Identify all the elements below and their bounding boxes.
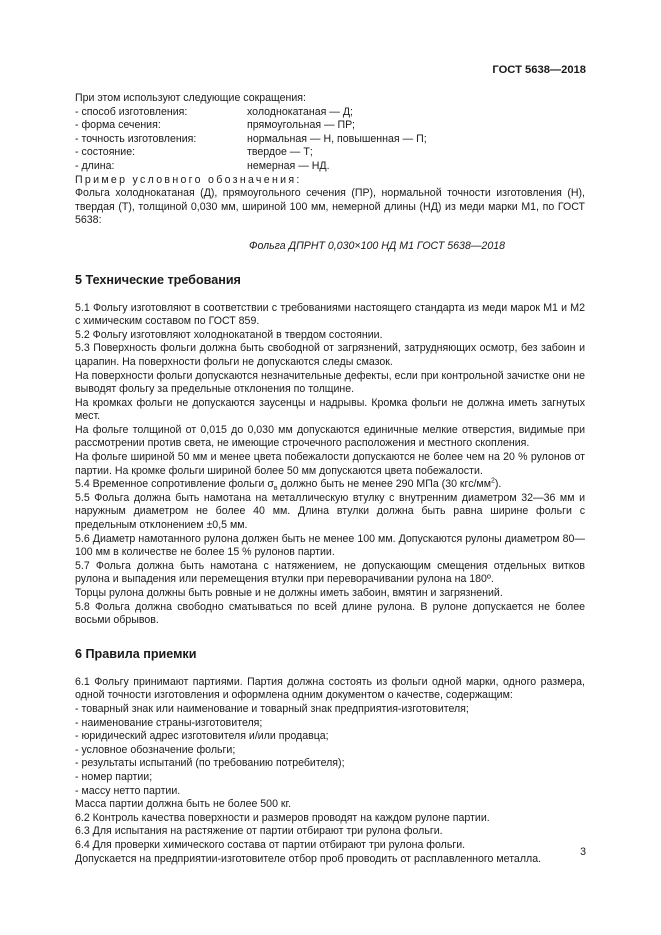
clause-5-4-text: 5.4 Временное сопротивление фольги σ — [75, 478, 274, 491]
section-6-body — [75, 676, 585, 866]
list-item: - условное обозначение фольги; — [75, 743, 236, 756]
abbrev-list — [75, 106, 585, 174]
document-code: ГОСТ 5638—2018 — [492, 64, 586, 76]
example-text: Фольга холоднокатаная (Д), прямоугольного сечения (ПР), нормальной точности изготовления (Н), твердая (Т), толщиной 0,030 мм, шириной 100 мм, немерной длины (НД) из меди марки М1, по ГОСТ 5638: — [75, 187, 585, 227]
clause-6-1: 6.1 Фольгу принимают партиями. Партия должна состоять из фольги одной марки, одного размера, одной точности изготовления и оформлена одним документом о качестве, содержащим: — [75, 675, 585, 702]
abbrev-value: нормальная — Н, повышенная — П; — [247, 132, 427, 145]
quality-document-list — [75, 703, 585, 798]
abbrev-term: - форма сечения: — [75, 119, 161, 132]
example-heading: Пример условного обозначения: — [75, 173, 302, 186]
clause-5-1: 5.1 Фольгу изготовляют в соответствии с требованиями настоящего стандарта из меди марок М1 и М2 с химическим составом по ГОСТ 859. — [75, 301, 585, 328]
clause-5-8: 5.8 Фольга должна свободно сматываться по всей длине рулона. В рулоне допускается не более восьми обрывов. — [75, 600, 585, 627]
abbrev-term: - точность изготовления: — [75, 132, 197, 145]
list-item: - товарный знак или наименование и товарный знак предприятия-изготовителя; — [75, 702, 469, 715]
example-designation: Фольга ДПРНТ 0,030×100 НД М1 ГОСТ 5638—2018 — [249, 239, 505, 252]
clause-5-2: 5.2 Фольгу изготовляют холоднокатаной в твердом состоянии. — [75, 328, 383, 341]
clause-6-2: 6.2 Контроль качества поверхности и размеров проводят на каждом рулоне партии. — [75, 811, 490, 824]
sigma-subscript: в — [273, 485, 278, 493]
clause-5-3-para: На фольге толщиной от 0,015 до 0,030 мм допускаются единичные мелкие отверстия, видимые при рассмотрении против света, не имеющие строчечного расположения и местного скопления. — [75, 423, 585, 450]
clause-5-3: 5.3 Поверхность фольги должна быть свободной от загрязнений, затрудняющих осмотр, без забоин и царапин. На поверхности фольги не допускаются следы смазок. — [75, 342, 585, 368]
abbrev-term: - длина: — [75, 159, 115, 172]
clause-5-3-para: На кромках фольги не допускаются заусенцы и надрывы. Кромка фольги не должна иметь загнутых мест. — [75, 396, 585, 423]
list-item: - номер партии; — [75, 770, 153, 783]
page-content — [75, 92, 585, 866]
section-6-title: 6 Правила приемки — [75, 646, 197, 661]
clause-5-3-para: На фольге шириной 50 мм и менее цвета побежалости допускаются не более чем на 20 % рулонов от партии. На кромке фольги шириной более 50 мм допускаются цвета побежалости. — [75, 451, 585, 477]
abbrev-row — [75, 133, 585, 147]
abbrev-row — [75, 146, 585, 160]
abbrev-value: холоднокатаная — Д; — [247, 105, 353, 118]
abbrev-value: прямоугольная — ПР; — [247, 119, 355, 132]
abbrev-row — [75, 119, 585, 133]
section-5-title: 5 Технические требования — [75, 272, 241, 287]
list-item: - юридический адрес изготовителя и/или продавца; — [75, 730, 329, 743]
clause-5-6: 5.6 Диаметр намотанного рулона должен быть не менее 100 мм. Допускаются рулоны диаметром 80—100 мм в количестве не более 15 % рулонов партии. — [75, 532, 585, 559]
abbrev-value: твердое — Т; — [247, 146, 313, 159]
section-5-body — [75, 302, 585, 628]
abbrev-term: - способ изготовления: — [75, 105, 188, 118]
clause-5-7: 5.7 Фольга должна быть намотана с натяжением, не допускающим смещения отдельных витков рулона и выпадения или перемещения втулки при переворачивании рулона на 180º. — [75, 559, 585, 586]
list-item: - результаты испытаний (по требованию потребителя); — [75, 757, 345, 770]
abbrev-row — [75, 106, 585, 120]
batch-mass: Масса партии должна быть не более 500 кг. — [75, 798, 292, 811]
abbrev-value: немерная — НД. — [247, 159, 330, 172]
clause-5-4-text: ). — [494, 478, 502, 491]
page-number: 3 — [580, 846, 586, 858]
clause-5-3-para: На поверхности фольги допускаются незначительные дефекты, если при контрольной зачистке они не выводят фольгу за предельные отклонения по толщине. — [75, 369, 585, 396]
list-item: - массу нетто партии. — [75, 784, 181, 797]
unit-superscript: 2 — [491, 477, 495, 485]
clause-6-3: 6.3 Для испытания на растяжение от партии отбирают три рулона фольги. — [75, 825, 443, 838]
clause-5-4 — [75, 478, 585, 492]
abbrev-term: - состояние: — [75, 146, 136, 159]
list-item: - наименование страны-изготовителя; — [75, 716, 263, 729]
clause-5-5: 5.5 Фольга должна быть намотана на металлическую втулку с внутренним диаметром 32—36 мм и наружным диаметром не более 40 мм. Длина втулки должна быть равна ширине фольги с предельным отклонением ±0,5 мм. — [75, 491, 585, 532]
clause-5-7-para: Торцы рулона должны быть ровные и не должны иметь забоин, вмятин и загрязнений. — [75, 587, 503, 599]
abbrev-intro: При этом используют следующие сокращения: — [75, 92, 306, 104]
abbrev-row — [75, 160, 585, 174]
clause-6-4-para: Допускается на предприятии-изготовителе отбор проб проводить от расплавленного металла. — [75, 852, 542, 865]
clause-5-4-text: должно быть не менее 290 МПа (30 кгс/мм — [277, 478, 491, 491]
clause-6-4: 6.4 Для проверки химического состава от партии отбирают три рулона фольги. — [75, 838, 466, 851]
